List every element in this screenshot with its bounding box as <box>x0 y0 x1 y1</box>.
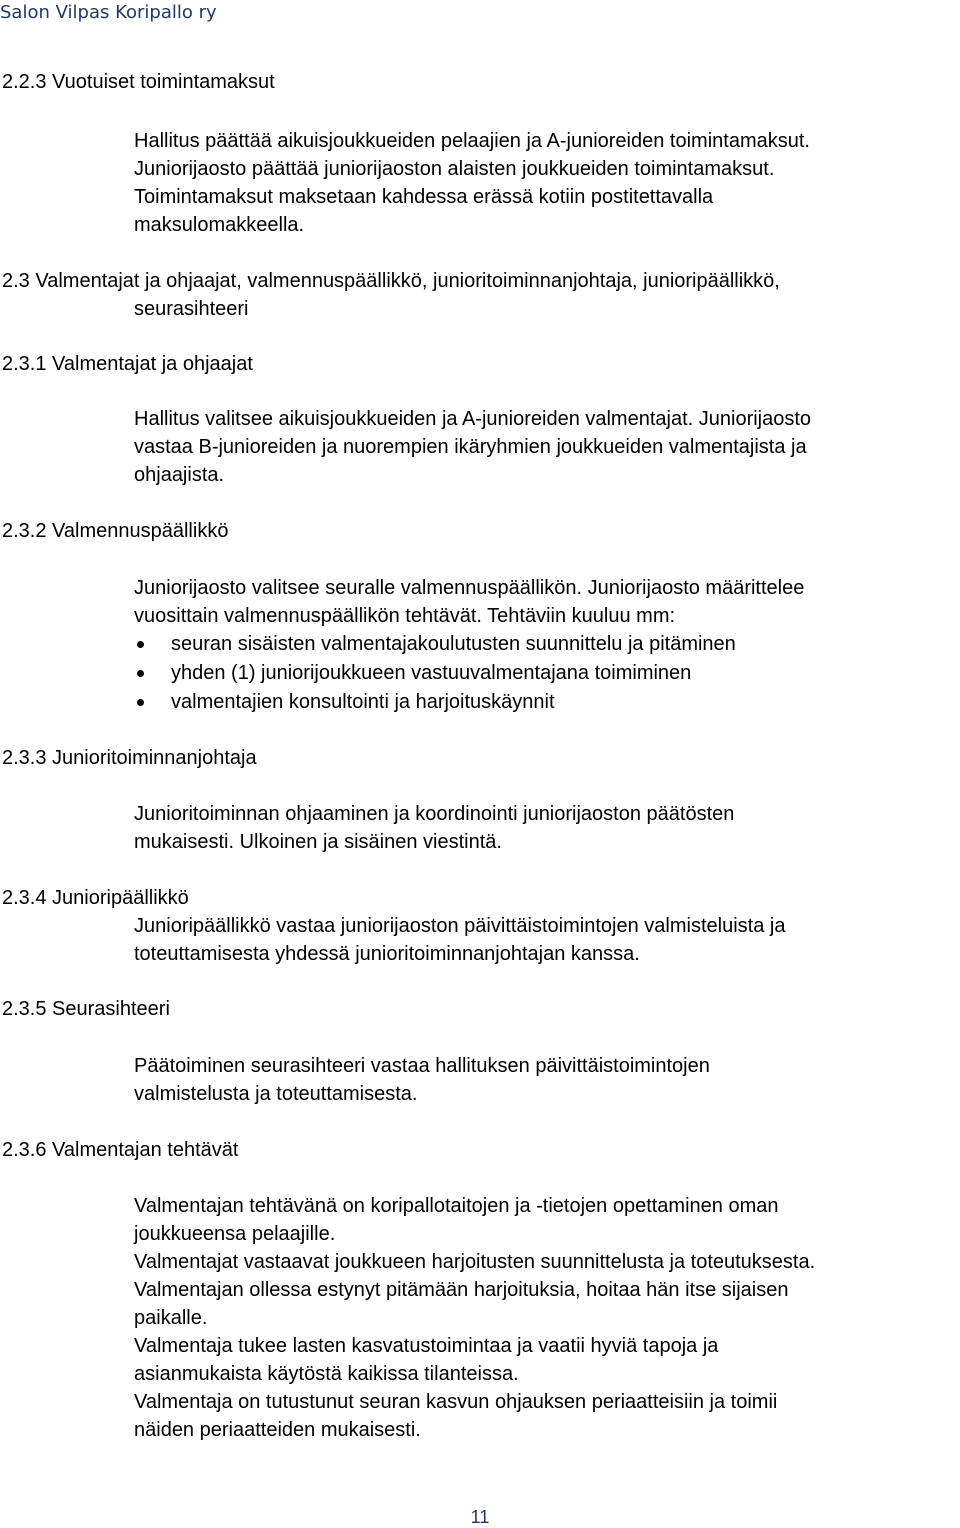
text-line: Valmentajan ollessa estynyt pitämään harjoituksia, hoitaa hän itse sijaisen <box>134 1279 789 1301</box>
bullet-icon <box>137 641 144 648</box>
paragraph-2-3-1 <box>134 405 811 489</box>
paragraph-2-3-3 <box>134 800 734 856</box>
text-line: paikalle. <box>134 1307 208 1329</box>
paragraph-2-3-6 <box>134 1192 815 1444</box>
text-line: näiden periaatteiden mukaisesti. <box>134 1419 421 1441</box>
text-line: Hallitus päättää aikuisjoukkueiden pelaajien ja A-junioreiden toimintamaksut. <box>134 130 810 152</box>
heading-2-3 <box>2 267 780 323</box>
list-item <box>134 688 736 717</box>
text-line: Valmentaja on tutustunut seuran kasvun ohjauksen periaatteisiin ja toimii <box>134 1391 778 1413</box>
heading-line: seurasihteeri <box>134 298 249 320</box>
heading-2-3-3: 2.3.3 Junioritoiminnanjohtaja <box>2 747 257 769</box>
paragraph-2-3-2 <box>134 574 804 630</box>
heading-2-3-5: 2.3.5 Seurasihteeri <box>2 998 170 1020</box>
text-line: Toimintamaksut maksetaan kahdessa erässä kotiin postitettavalla <box>134 186 714 208</box>
text-line: Junioritoiminnan ohjaaminen ja koordinointi juniorijaoston päätösten <box>134 803 735 825</box>
text-line: Valmentajat vastaavat joukkueen harjoitusten suunnittelusta ja toteutuksesta. <box>134 1251 816 1273</box>
text-line: valmistelusta ja toteuttamisesta. <box>134 1083 418 1105</box>
text-line: Junioripäällikkö vastaa juniorijaoston päivittäistoimintojen valmisteluista ja <box>134 915 786 937</box>
bullet-icon <box>137 670 144 677</box>
text-line: joukkueensa pelaajille. <box>134 1223 336 1245</box>
text-line: vastaa B-junioreiden ja nuorempien ikäryhmien joukkueiden valmentajista ja <box>134 436 807 458</box>
list-item <box>134 630 736 659</box>
paragraph-2-2-3 <box>134 127 810 239</box>
text-line: maksulomakkeella. <box>134 214 305 236</box>
text-line: vuosittain valmennuspäällikön tehtävät. Tehtäviin kuuluu mm: <box>134 605 676 627</box>
list-item-text: seuran sisäisten valmentajakoulutusten suunnittelu ja pitäminen <box>171 633 736 655</box>
heading-2-3-1: 2.3.1 Valmentajat ja ohjaajat <box>2 353 253 375</box>
list-item <box>134 659 736 688</box>
text-line: Valmentajan tehtävänä on koripallotaitojen ja -tietojen opettaminen oman <box>134 1195 779 1217</box>
text-line: ohjaajista. <box>134 464 225 486</box>
text-line: Päätoiminen seurasihteeri vastaa hallituksen päivittäistoimintojen <box>134 1055 710 1077</box>
text-line: Juniorijaosto valitsee seuralle valmennuspäällikön. Juniorijaosto määrittelee <box>134 577 805 599</box>
heading-line: 2.3 Valmentajat ja ohjaajat, valmennuspäällikkö, junioritoiminnanjohtaja, junioripäällikkö, <box>2 270 780 292</box>
text-line: mukaisesti. Ulkoinen ja sisäinen viestintä. <box>134 831 502 853</box>
heading-2-3-4: 2.3.4 Junioripäällikkö <box>2 887 189 909</box>
paragraph-2-3-5 <box>134 1052 710 1108</box>
bullet-icon <box>137 699 144 706</box>
text-line: Valmentaja tukee lasten kasvatustoimintaa ja vaatii hyviä tapoja ja <box>134 1335 719 1357</box>
heading-2-2-3: 2.2.3 Vuotuiset toimintamaksut <box>2 71 275 93</box>
page-header-org-name: Salon Vilpas Koripallo ry <box>0 2 217 23</box>
duties-bullet-list <box>134 630 736 717</box>
list-item-text: valmentajien konsultointi ja harjoituskäynnit <box>171 691 555 713</box>
text-line: Juniorijaosto päättää juniorijaoston alaisten joukkueiden toimintamaksut. <box>134 158 775 180</box>
text-line: Hallitus valitsee aikuisjoukkueiden ja A-junioreiden valmentajat. Juniorijaosto <box>134 408 812 430</box>
heading-2-3-6: 2.3.6 Valmentajan tehtävät <box>2 1139 239 1161</box>
text-line: asianmukaista käytöstä kaikissa tilanteissa. <box>134 1363 519 1385</box>
heading-2-3-2: 2.3.2 Valmennuspäällikkö <box>2 520 229 542</box>
page-number: 11 <box>470 1507 490 1527</box>
paragraph-2-3-4 <box>134 912 785 968</box>
text-line: toteuttamisesta yhdessä junioritoiminnanjohtajan kanssa. <box>134 943 640 965</box>
list-item-text: yhden (1) juniorijoukkueen vastuuvalmentajana toimiminen <box>171 662 692 684</box>
